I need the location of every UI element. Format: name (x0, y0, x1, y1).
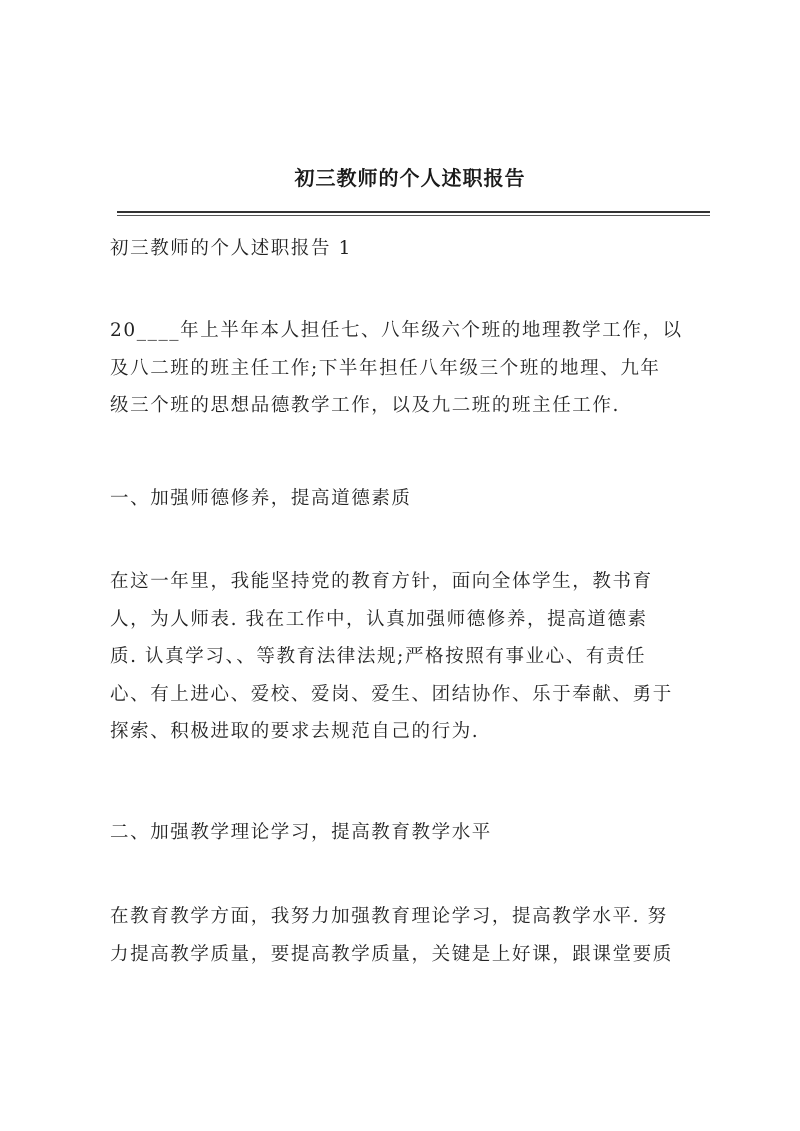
document-subtitle: 初三教师的个人述职报告 1 (110, 238, 352, 259)
paragraph-line: 心、有上进心、爱校、爱岗、爱生、团结协作、乐于奉献、勇于 (110, 683, 673, 705)
paragraph-section-1 (110, 563, 710, 751)
paragraph-line: 及八二班的班主任工作;下半年担任八年级三个班的地理、九年 (110, 357, 661, 379)
paragraph-line: 级三个班的思想品德教学工作，以及九二班的班主任工作. (110, 395, 620, 416)
paragraph-line: 在教育教学方面，我努力加强教育理论学习，提高教学水平. 努 (110, 906, 668, 927)
section-heading-2: 二、加强教学理论学习，提高教育教学水平 (110, 822, 492, 843)
paragraph-line: 力提高教学质量，要提高教学质量，关键是上好课，跟课堂要质 (110, 943, 673, 965)
paragraph-line: 在这一年里，我能坚持党的教育方针，面向全体学生，教书育 (110, 571, 653, 592)
paragraph-line: 人，为人师表. 我在工作中，认真加强师德修养，提高道德素 (110, 608, 648, 630)
paragraph-line: 20____年上半年本人担任七、八年级六个班的地理教学工作，以 (110, 320, 683, 341)
paragraph-line: 质. 认真学习、、等教育法律法规;严格按照有事业心、有责任 (110, 646, 647, 667)
title-divider-thin (117, 215, 710, 216)
document-title: 初三教师的个人述职报告 (294, 166, 526, 190)
section-heading-1: 一、加强师德修养，提高道德素质 (110, 488, 412, 509)
paragraph-line: 探索、积极进取的要求去规范自己的行为. (110, 721, 480, 742)
paragraph-intro (110, 312, 710, 425)
paragraph-section-2 (110, 898, 710, 973)
title-divider (117, 211, 710, 213)
